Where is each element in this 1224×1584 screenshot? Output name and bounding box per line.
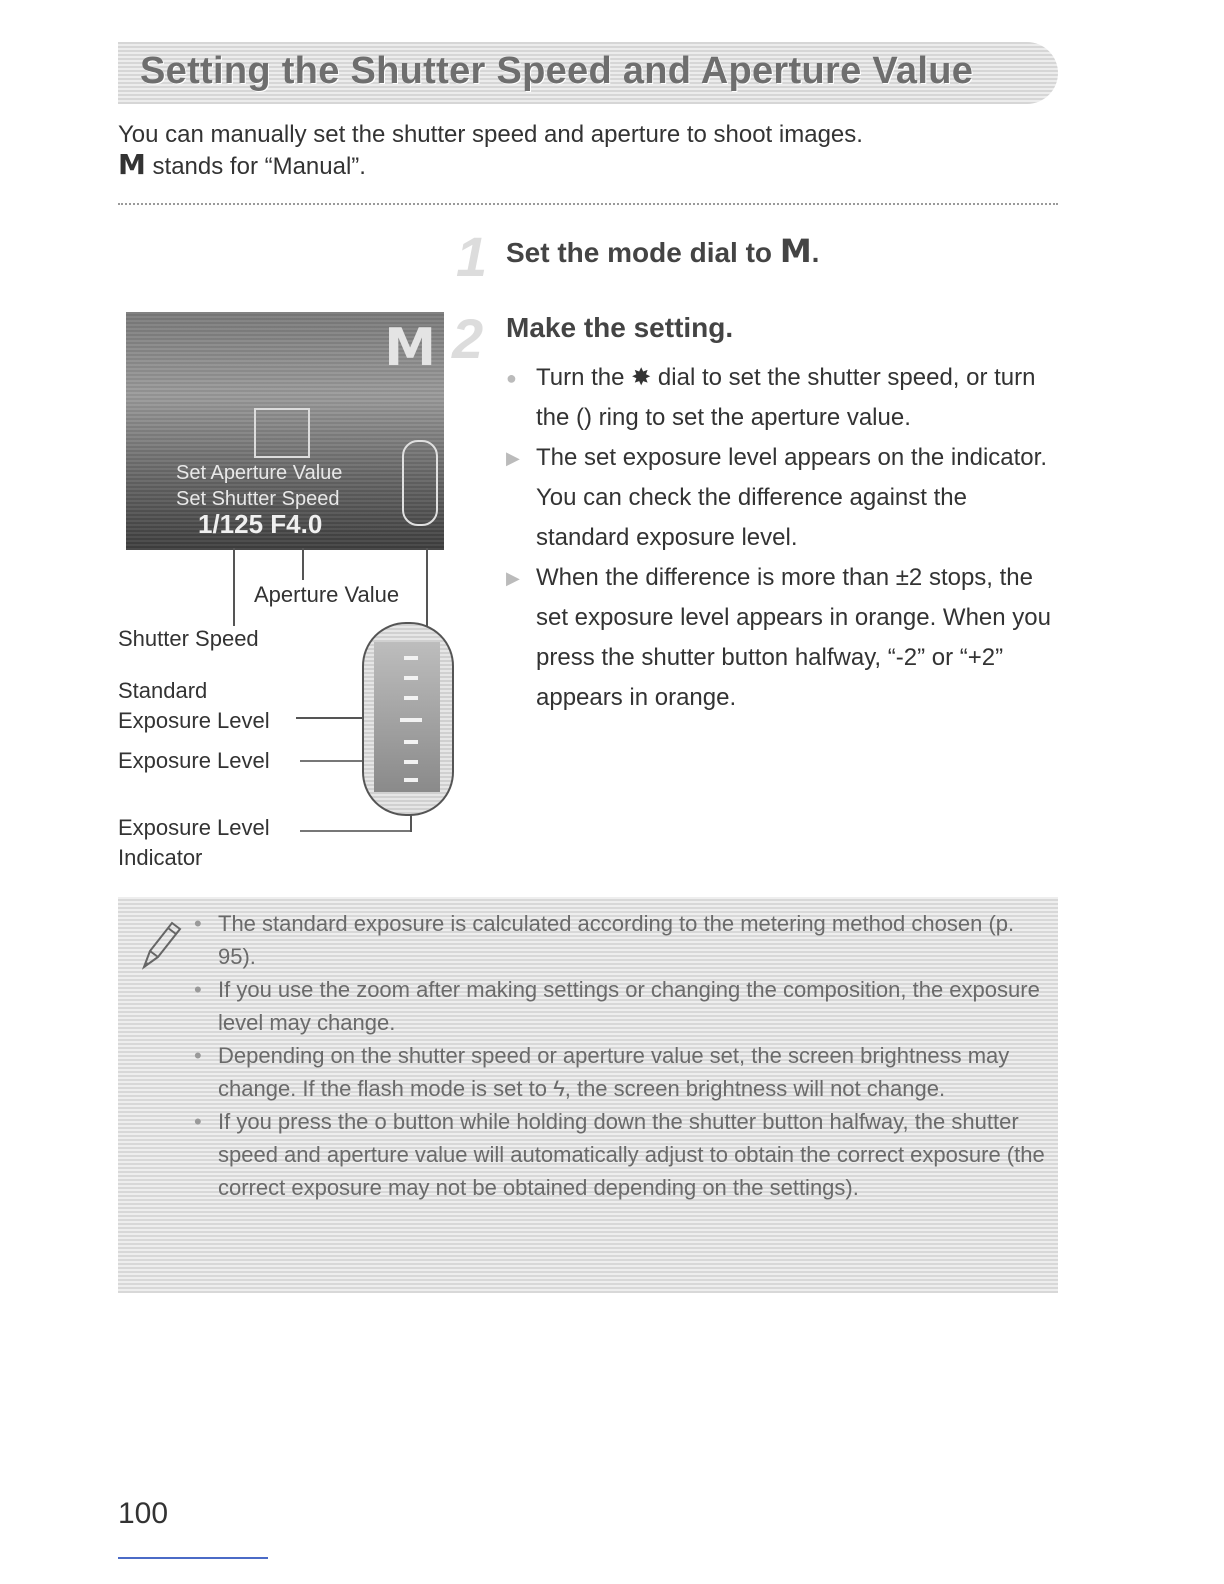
instruction-text: The set exposure level appears on the indicator. You can check the difference against the standard exposure level. <box>536 444 1047 551</box>
instruction-text: Turn the ✸ dial to set the shutter speed, or turn the () ring to set the aperture value. <box>536 364 1036 431</box>
standard-exposure-label-line-2: Exposure Level <box>118 708 270 733</box>
note-item: • The standard exposure is calculated according to the metering method chosen (p. 95). <box>206 907 1046 973</box>
mini-exposure-indicator <box>402 440 438 526</box>
page-number-rule <box>118 1557 268 1559</box>
intro-line-2 <box>118 150 1058 182</box>
standard-exposure-mark <box>400 718 422 722</box>
exposure-indicator-label <box>118 813 270 873</box>
step-1-number: 1 <box>456 225 488 288</box>
standard-exposure-label-line-1: Standard <box>118 678 208 703</box>
indicator-bottom-leader <box>300 830 412 832</box>
step-2-number: 2 <box>452 307 484 370</box>
page-title: Setting the Shutter Speed and Aperture Value <box>140 50 974 92</box>
manual-mode-icon: M <box>118 148 146 181</box>
note-box <box>118 897 1058 1293</box>
shutter-speed-label: Shutter Speed <box>118 626 259 651</box>
title-banner <box>118 42 1058 104</box>
step-1-title-end: . <box>811 237 820 268</box>
scale-tick <box>404 696 418 700</box>
instruction-item <box>506 358 1066 438</box>
intro-line-1: You can manually set the shutter speed and aperture to shoot images. <box>118 121 863 148</box>
standard-exposure-label <box>118 676 270 736</box>
note-item: • If you use the zoom after making settings or changing the composition, the exposure level may change. <box>206 973 1046 1039</box>
section-divider <box>118 203 1058 205</box>
step-1-title-text: Set the mode dial to <box>506 237 780 268</box>
circle-bullet-icon: ● <box>506 368 517 388</box>
intro-text <box>118 120 1058 182</box>
screen-menu-shutter: Set Shutter Speed <box>176 488 340 510</box>
exposure-indicator-label-line-1: Exposure Level <box>118 815 270 840</box>
exposure-scale <box>374 642 440 792</box>
screen-exposure-values: 1/125 F4.0 <box>198 509 323 539</box>
af-frame <box>254 408 310 458</box>
screen-menu-aperture: Set Aperture Value <box>176 462 343 484</box>
step-2-title: Make the setting. <box>506 312 734 343</box>
scale-tick <box>404 740 418 744</box>
instruction-text: When the difference is more than ±2 stops, the set exposure level appears in orange. When you press the shutter button halfway, “-2” or “+2” appears in orange. <box>536 564 1051 711</box>
manual-mode-icon: M <box>779 232 812 270</box>
screen-mode-indicator: M <box>384 318 436 378</box>
exposure-level-label: Exposure Level <box>118 748 270 773</box>
instruction-item <box>506 438 1066 558</box>
page-number: 100 <box>118 1497 169 1530</box>
aperture-value-leader <box>302 548 304 580</box>
scale-tick <box>404 778 418 782</box>
instruction-item <box>506 558 1066 718</box>
step-1-title <box>506 232 819 270</box>
scale-tick <box>404 656 418 660</box>
scale-tick <box>404 760 418 764</box>
note-item: • If you press the o button while holding down the shutter button halfway, the shutter speed and aperture value will automatically adjust to obtain the correct exposure (the correct exposure may not be obtained depending on the settings). <box>206 1105 1046 1204</box>
scale-tick <box>404 676 418 680</box>
aperture-value-label: Aperture Value <box>254 582 400 607</box>
note-list <box>206 907 1046 1204</box>
exposure-indicator-label-line-2: Indicator <box>118 845 203 870</box>
camera-screen-image <box>126 312 444 550</box>
shutter-speed-leader <box>233 548 235 626</box>
arrow-bullet-icon: ▶ <box>506 568 520 588</box>
intro-line-2-text: stands for “Manual”. <box>145 153 366 180</box>
arrow-bullet-icon: ▶ <box>506 448 520 468</box>
pencil-icon <box>134 915 184 977</box>
step-2-instructions <box>506 358 1066 718</box>
indicator-leader <box>426 548 428 626</box>
exposure-indicator-zoom <box>362 622 454 816</box>
note-item: • Depending on the shutter speed or aperture value set, the screen brightness may change. If the flash mode is set to ϟ, the screen brightness will not change. <box>206 1039 1046 1105</box>
